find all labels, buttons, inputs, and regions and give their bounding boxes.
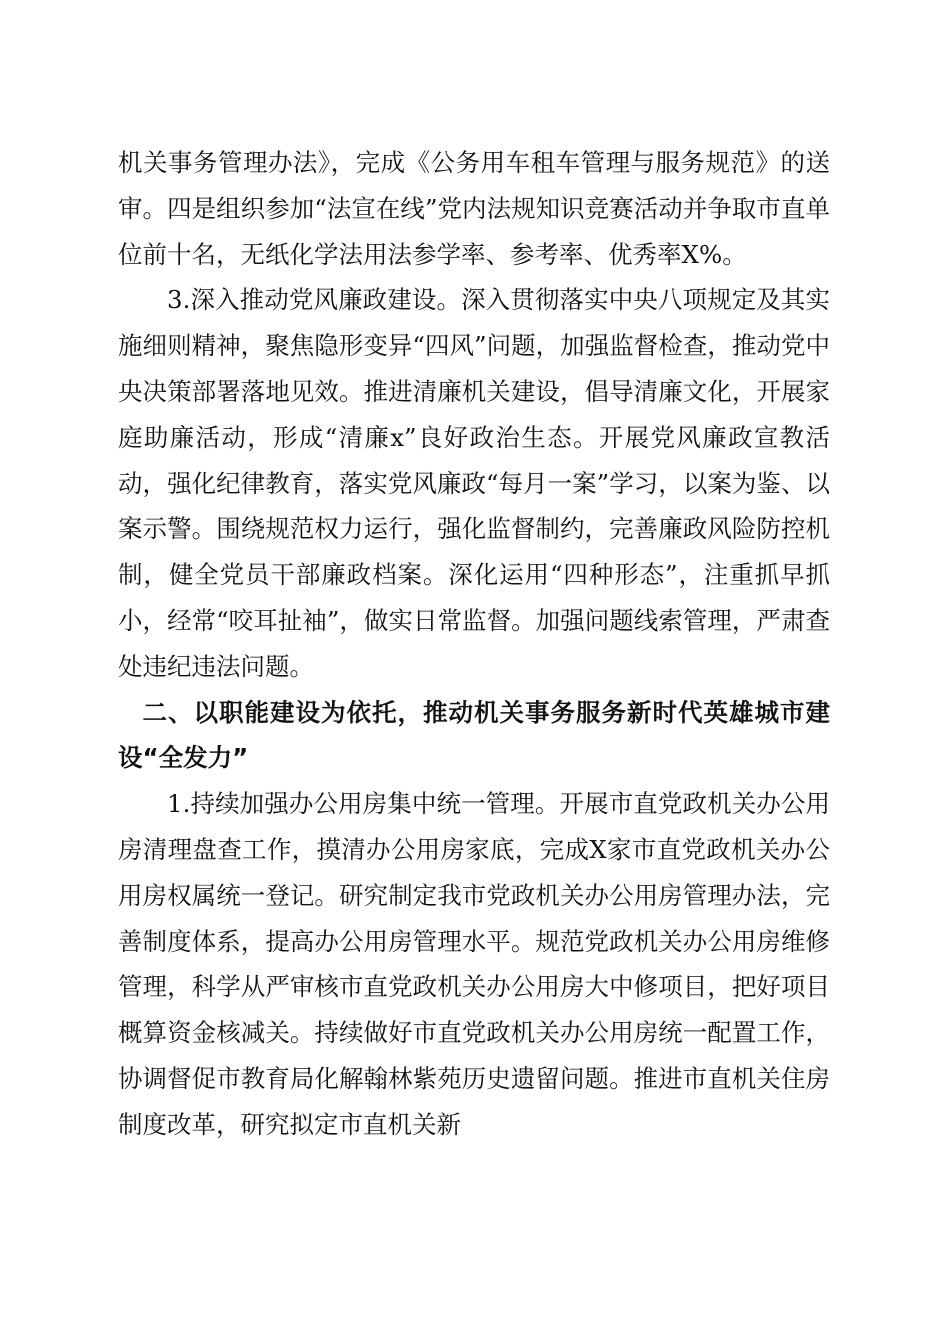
document-body bbox=[118, 140, 830, 1148]
paragraph-continued: 机关事务管理办法》，完成《公务用车租车管理与服务规范》的送审。四是组织参加“法宣在线”党内法规知识竞赛活动并争取市直单位前十名，无纸化学法用法参学率、参考率、优秀率X%。 bbox=[118, 148, 830, 269]
paragraph-office-space: 1.持续加强办公用房集中统一管理。开展市直党政机关办公用房清理盘查工作，摸清办公用房家底，完成X家市直党政机关办公用房权属统一登记。研究制定我市党政机关办公用房管理办法，完善制度体系，提高办公用房管理水平。规范党政机关办公用房维修管理，科学从严审核市直党政机关办公用房大中修项目，把好项目概算资金核减关。持续做好市直党政机关办公用房统一配置工作，协调督促市教育局化解翰林紫苑历史遗留问题。推进市直机关住房制度改革，研究拟定市直机关新 bbox=[118, 789, 830, 1139]
section-heading: 二、以职能建设为依托，推动机关事务服务新时代英雄城市建设“全发力” bbox=[118, 697, 830, 773]
paragraph-party-conduct: 3.深入推动党风廉政建设。深入贯彻落实中央八项规定及其实施细则精神，聚焦隐形变异“四风”问题，加强监督检查，推动党中央决策部署落地见效。推进清廉机关建设，倡导清廉文化，开展家庭助廉活动，形成“清廉x”良好政治生态。开展党风廉政宣教活动，强化纪律教育，落实党风廉政“每月一案”学习，以案为鉴、以案示警。围绕规范权力运行，强化监督制约，完善廉政风险防控机制，健全党员干部廉政档案。深化运用“四种形态”，注重抓早抓小，经常“咬耳扯袖”，做实日常监督。加强问题线索管理，严肃查处违纪违法问题。 bbox=[118, 285, 830, 681]
